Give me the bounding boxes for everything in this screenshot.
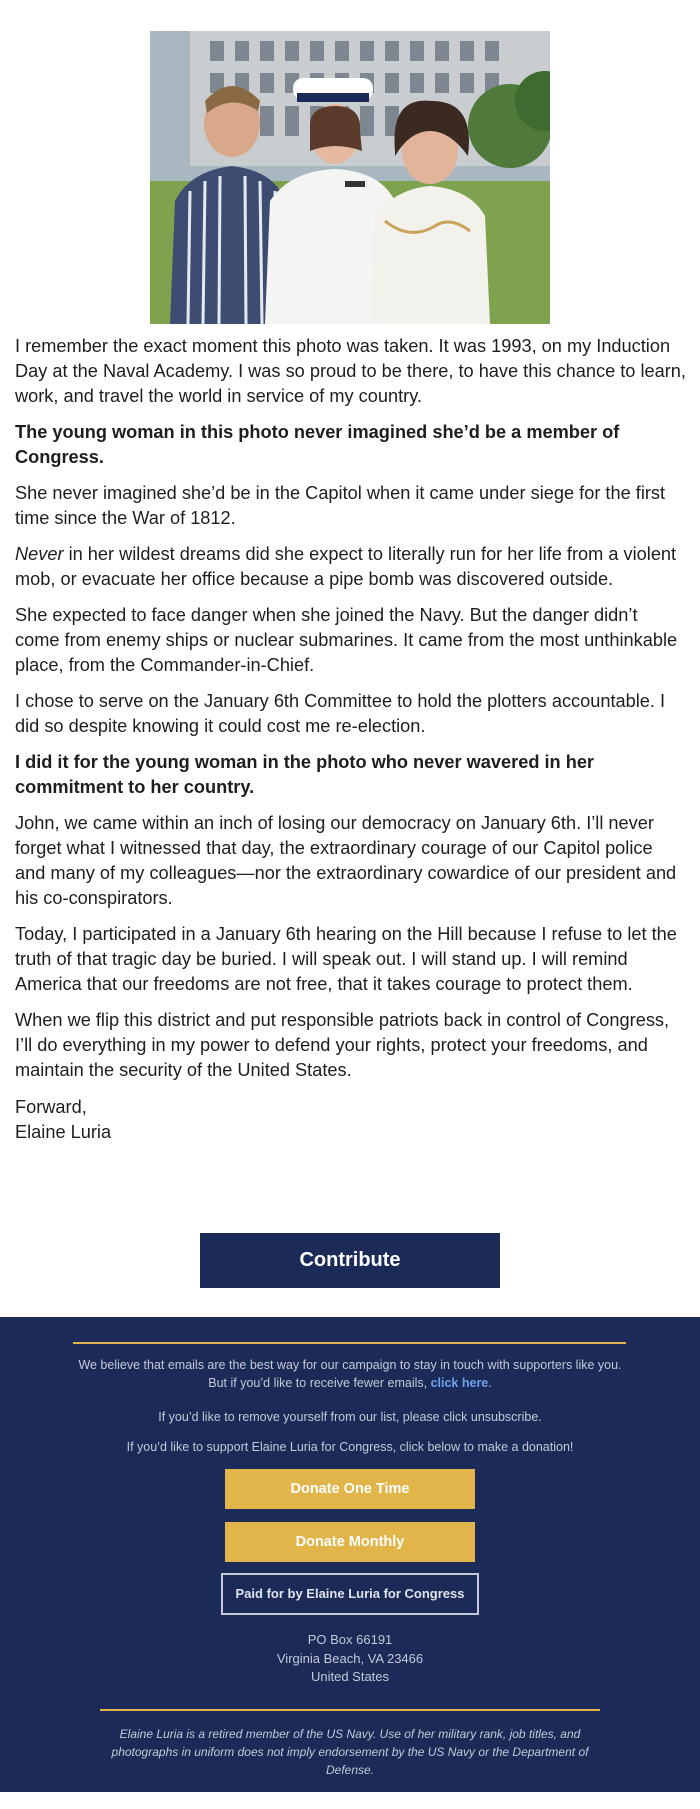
footer [0, 1317, 700, 1792]
bottom-spacer [0, 1792, 700, 1809]
closing-text: Forward, [15, 1097, 87, 1117]
address-line: PO Box 66191 [307, 1632, 393, 1647]
support-text: If you’d like to support Elaine Luria for Congress, click below to make a donation! [126, 1440, 574, 1454]
letter-paragraph-bold: I did it for the young woman in the photo who never wavered in her commitment to her country. [15, 752, 595, 797]
letter-paragraph: I chose to serve on the January 6th Committee to hold the plotters accountable. I did so despite knowing it could cost me re-election. [15, 691, 666, 736]
letter-paragraph-text: in her wildest dreams did she expect to literally run for her life from a violent mob, or evacuate her office because a pipe bomb was discovered outside. [15, 544, 677, 589]
letter-paragraph: She expected to face danger when she joined the Navy. But the danger didn’t come from enemy ships or nuclear submarines. It came from the most unthinkable place, from the Commander-in-Chief. [15, 605, 678, 675]
letter-paragraph [15, 542, 687, 592]
contribute-section [0, 1233, 700, 1288]
emphasis-text: Never [15, 544, 64, 564]
fewer-emails-link[interactable]: click here [430, 1376, 489, 1390]
letter-body [15, 334, 687, 1156]
mailing-address [0, 1631, 700, 1687]
letter-paragraph: Today, I participated in a January 6th hearing on the Hill because I refuse to let the truth of that tragic day be buried. I will speak out. I will stand up. I will remind America that our freedoms are not free, that it takes courage to protect them. [15, 924, 677, 994]
email-preferences-text [70, 1356, 630, 1392]
letter-paragraph-bold: The young woman in this photo never imagined she’d be a member of Congress. [15, 422, 620, 467]
contribute-button[interactable]: Contribute [200, 1233, 500, 1288]
family-photo-image [150, 31, 550, 324]
signature-name: Elaine Luria [15, 1122, 112, 1142]
footer-divider-bottom [100, 1709, 600, 1711]
signature-block [15, 1095, 687, 1145]
letter-paragraph: John, we came within an inch of losing our democracy on January 6th. I’ll never forget what I witnessed that day, the extraordinary courage of our Capitol police and many of my colleagues—nor the extraordinary cowardice of our president and his co-conspirators. [15, 813, 677, 908]
military-disclaimer: Elaine Luria is a retired member of the US Navy. Use of her military rank, job titles, and photographs in uniform does not imply endorsement by the US Navy or the Department of Defense. [111, 1727, 589, 1777]
paid-for-disclaimer-box: Paid for by Elaine Luria for Congress [221, 1573, 479, 1615]
unsubscribe-text: If you’d like to remove yourself from our list, please click unsubscribe. [158, 1410, 542, 1424]
email-preferences-end: . [488, 1376, 492, 1390]
footer-divider-top [73, 1342, 626, 1344]
donate-one-time-button[interactable]: Donate One Time [225, 1469, 475, 1509]
email-preferences-copy: We believe that emails are the best way for our campaign to stay in touch with supporters like you. But if you’d like to receive fewer emails, [78, 1358, 622, 1390]
address-line: Virginia Beach, VA 23466 [276, 1650, 424, 1666]
letter-paragraph: When we flip this district and put responsible patriots back in control of Congress, I’ll do everything in my power to defend your rights, protect your freedoms, and maintain the security of the United States. [15, 1010, 670, 1080]
letter-paragraph: She never imagined she’d be in the Capitol when it came under siege for the first time since the War of 1812. [15, 483, 666, 528]
letter-paragraph: I remember the exact moment this photo was taken. It was 1993, on my Induction Day at the Naval Academy. I was so proud to be there, to have this chance to learn, work, and travel the world in service of my country. [15, 336, 686, 406]
address-line: United States [310, 1669, 390, 1684]
donate-monthly-button[interactable]: Donate Monthly [225, 1522, 475, 1562]
